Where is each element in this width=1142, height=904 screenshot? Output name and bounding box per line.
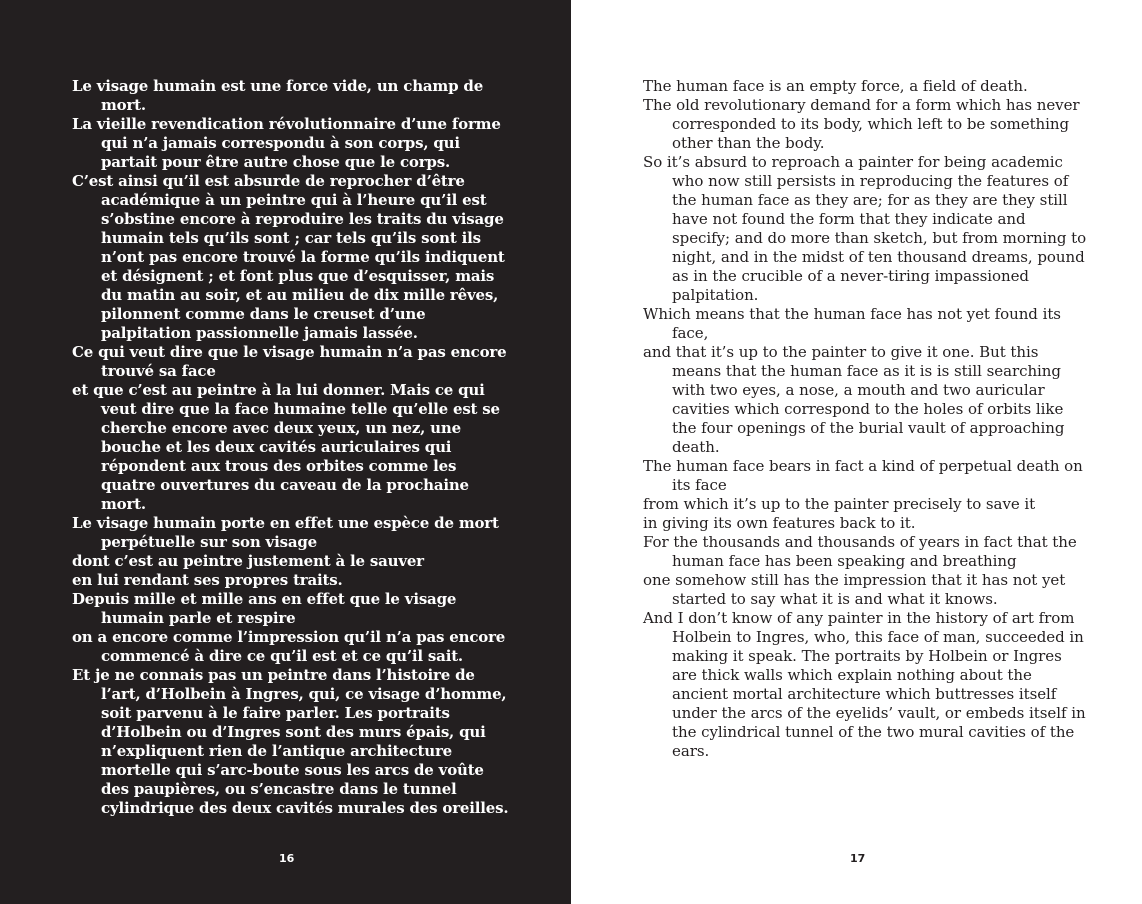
- english-paragraph: So it’s absurd to reproach a painter for being academic who now still persists in reproducing the features of the human face as they are; for as they are they still have not found the form that they indicate and specify; and do more than sketch, but from morning to night, and in the midst of ten thousand dreams, pound as in the crucible of a never-tiring impassioned palpitation.: [643, 153, 1087, 304]
- french-paragraph: Et je ne connais pas un peintre dans l’histoire de l’art, d’Holbein à Ingres, qui, ce visage d’homme, soit parvenu à le faire parler. Les portraits d’Holbein ou d’Ingres sont des murs épais, qui n’expliquent rien de l’antique architecture mortelle qui s’arc-boute sous les arcs de voûte des paupières, ou s’encastre dans le tunnel cylindrique des deux cavités murales des oreilles.: [72, 666, 509, 817]
- french-text-block: [72, 77, 512, 818]
- right-page-english: [571, 0, 1142, 904]
- english-paragraph: Which means that the human face has not yet found its face,: [643, 305, 1061, 342]
- french-paragraph: C’est ainsi qu’il est absurde de reprocher d’être académique à un peintre qui à l’heure qu’il est s’obstine encore à reproduire les traits du visage humain tels qu’ils sont ; car tels qu’ils sont ils n’ont pas encore trouvé la forme qu’ils indiquent et désignent ; et font plus que d’esquisser, mais du matin au soir, et au milieu de dix mille rêves, pilonnent comme dans le creuset d’une palpitation passionnelle jamais lassée.: [72, 172, 505, 342]
- french-paragraph: Ce qui veut dire que le visage humain n’a pas encore trouvé sa face: [72, 343, 507, 380]
- french-paragraph: dont c’est au peintre justement à le sauver: [72, 552, 424, 570]
- page-number-left: 16: [279, 852, 295, 865]
- english-text-block: [643, 77, 1088, 761]
- english-paragraph: one somehow still has the impression that it has not yet started to say what it is and what it knows.: [643, 571, 1066, 608]
- french-paragraph: Depuis mille et mille ans en effet que le visage humain parle et respire: [72, 590, 457, 627]
- english-paragraph: And I don’t know of any painter in the history of art from Holbein to Ingres, who, this face of man, succeeded in making it speak. The portraits by Holbein or Ingres are thick walls which explain nothing about the ancient mortal architecture which buttresses itself under the arcs of the eyelids’ vault, or embeds itself in the cylindrical tunnel of the two mural cavities of the ears.: [643, 609, 1086, 760]
- english-paragraph: The old revolutionary demand for a form which has never corresponded to its body, which left to be something other than the body.: [643, 96, 1080, 152]
- french-paragraph: Le visage humain est une force vide, un champ de mort.: [72, 77, 484, 114]
- english-paragraph: For the thousands and thousands of years in fact that the human face has been speaking and breathing: [643, 533, 1077, 570]
- english-paragraph: and that it’s up to the painter to give it one. But this means that the human face as it is is still searching with two eyes, a nose, a mouth and two auricular cavities which correspond to the holes of orbits like the four openings of the burial vault of approaching death.: [643, 343, 1065, 456]
- french-paragraph: en lui rendant ses propres traits.: [72, 571, 343, 589]
- english-paragraph: The human face is an empty force, a field of death.: [643, 77, 1028, 95]
- french-paragraph: on a encore comme l’impression qu’il n’a pas encore commencé à dire ce qu’il est et ce qu’il sait.: [72, 628, 506, 665]
- french-paragraph: La vieille revendication révolutionnaire d’une forme qui n’a jamais correspondu à son corps, qui partait pour être autre chose que le corps.: [72, 115, 501, 171]
- french-paragraph: Le visage humain porte en effet une espèce de mort perpétuelle sur son visage: [72, 514, 499, 551]
- english-paragraph: from which it’s up to the painter precisely to save it: [643, 495, 1036, 513]
- page-number-right: 17: [850, 852, 866, 865]
- french-paragraph: et que c’est au peintre à la lui donner. Mais ce qui veut dire que la face humaine telle qu’elle est se cherche encore avec deux yeux, un nez, une bouche et les deux cavités auriculaires qui répondent aux trous des orbites comme les quatre ouvertures du caveau de la prochaine mort.: [72, 381, 500, 513]
- english-paragraph: The human face bears in fact a kind of perpetual death on its face: [643, 457, 1083, 494]
- english-paragraph: in giving its own features back to it.: [643, 514, 916, 532]
